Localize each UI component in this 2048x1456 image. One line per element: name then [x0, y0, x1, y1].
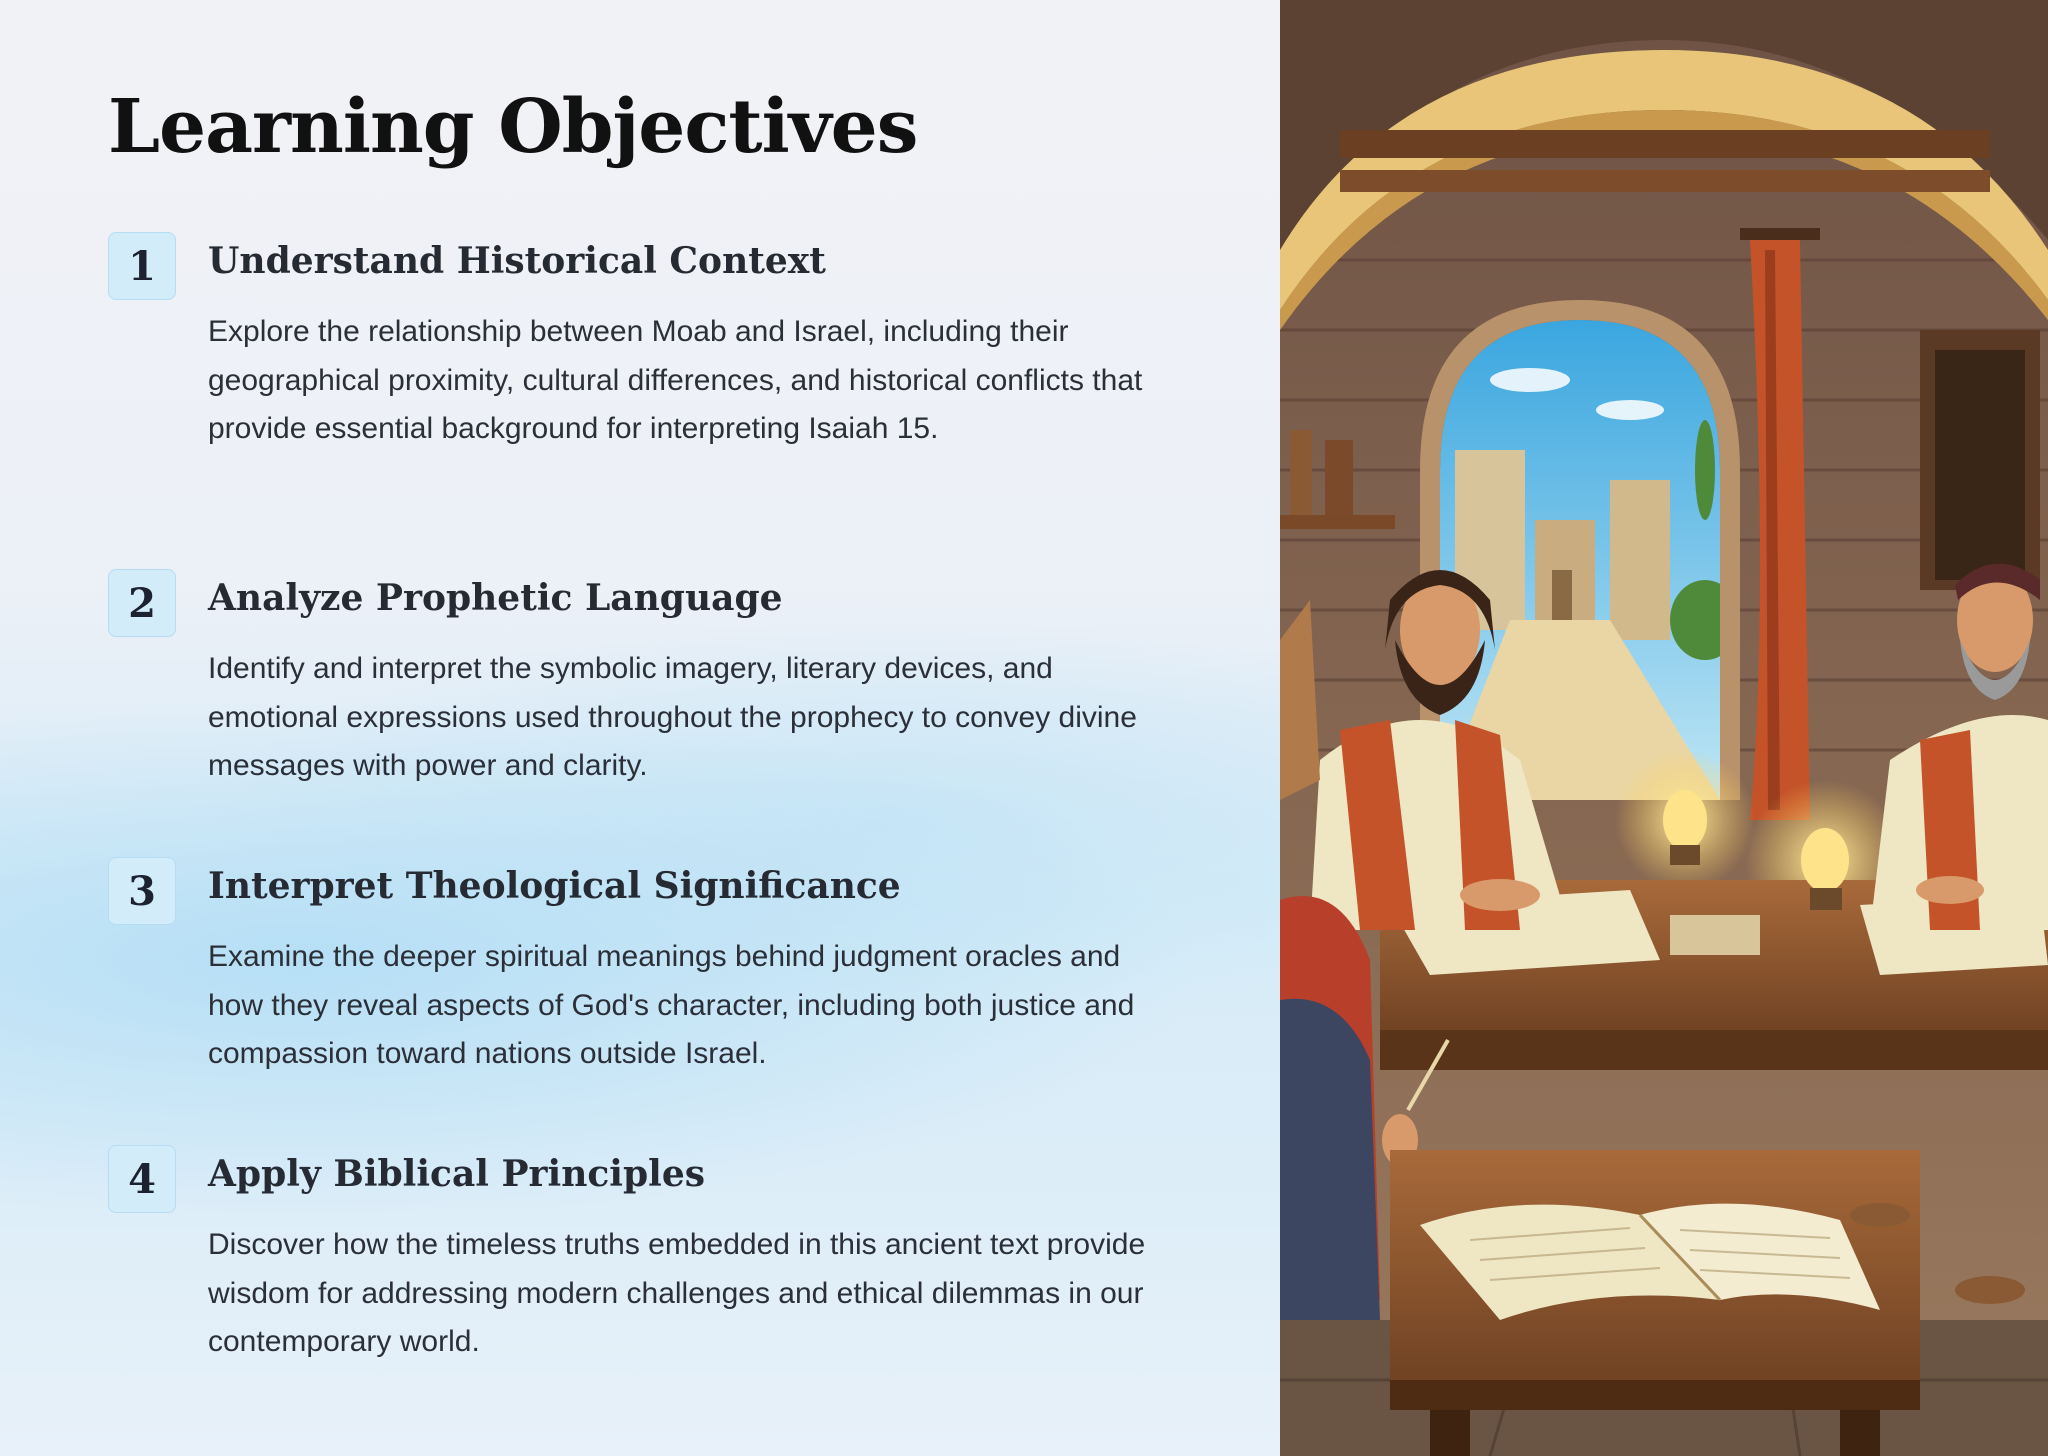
page-title: Learning Objectives	[108, 84, 918, 170]
objective-number-badge: 3	[108, 857, 176, 925]
biblical-study-scene-illustration	[1280, 0, 2048, 1456]
objective-number-badge: 2	[108, 569, 176, 637]
objective-number-badge: 4	[108, 1145, 176, 1213]
objective-title: Interpret Theological Significance	[208, 865, 901, 907]
objective-description: Discover how the timeless truths embedded in this ancient text provide wisdom for addressing modern challenges and ethical dilemmas in our contemporary world.	[208, 1228, 1146, 1358]
objective-description: Explore the relationship between Moab and Israel, including their geographical proximity, cultural differences, and historical conflicts that provide essential background for interpreting Isaiah 15.	[208, 315, 1143, 445]
objective-title: Analyze Prophetic Language	[208, 577, 783, 619]
objective-number-badge: 1	[108, 232, 176, 300]
objective-description: Examine the deeper spiritual meanings behind judgment oracles and how they reveal aspects of God's character, including both justice and compassion toward nations outside Israel.	[208, 940, 1135, 1070]
objective-title: Apply Biblical Principles	[208, 1153, 705, 1195]
illustration-panel	[1280, 0, 2048, 1456]
objective-title: Understand Historical Context	[208, 240, 826, 282]
objective-description: Identify and interpret the symbolic imagery, literary devices, and emotional expressions used throughout the prophecy to convey divine messages with power and clarity.	[208, 652, 1137, 782]
